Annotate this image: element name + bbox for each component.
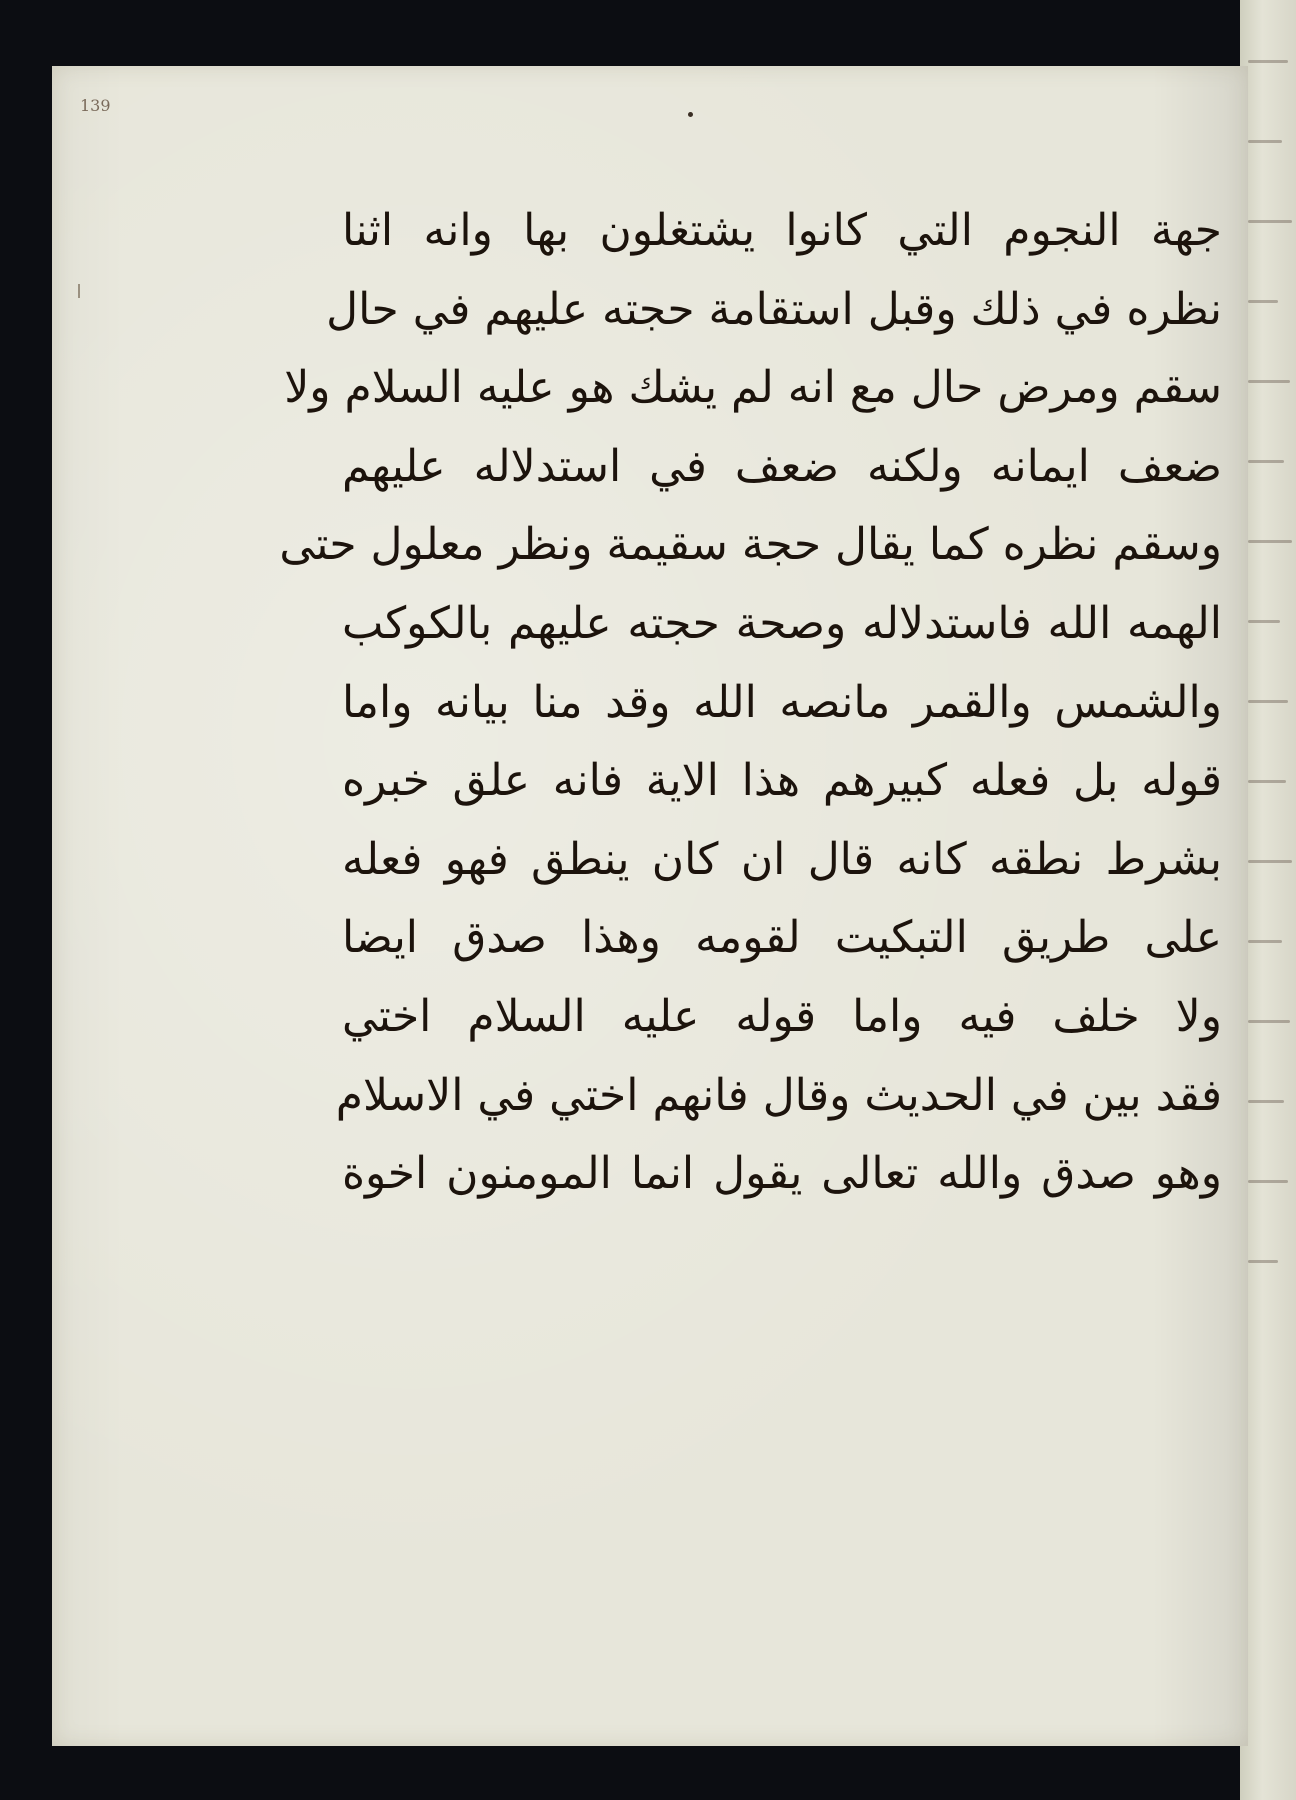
text-line: ولا خلف فيه واما قوله عليه السلام اختي <box>342 990 1222 1042</box>
manuscript-page <box>52 66 1248 1746</box>
text-line: ضعف ايمانه ولكنه ضعف في استدلاله عليهم <box>342 440 1222 492</box>
text-block <box>279 192 1223 1214</box>
adjacent-page-edge <box>1240 0 1296 1800</box>
ink-dot <box>688 112 693 117</box>
folio-number: 139 <box>80 96 111 115</box>
text-line: سقم ومرض حال مع انه لم يشك هو عليه السلام ولا <box>284 362 1222 414</box>
text-line: جهة النجوم التي كانوا يشتغلون بها وانه اثنا <box>342 205 1222 256</box>
text-line: والشمس والقمر مانصه الله وقد منا بيانه واما <box>342 676 1223 728</box>
text-line: فقد بين في الحديث وقال فانهم اختي في الاسلام <box>335 1069 1222 1121</box>
text-line: نظره في ذلك وقبل استقامة حجته عليهم في حال <box>326 283 1222 335</box>
text-line: وسقم نظره كما يقال حجة سقيمة ونظر معلول حتى <box>279 519 1222 571</box>
text-line: الهمه الله فاستدلاله وصحة حجته عليهم بالكوكب <box>342 597 1222 649</box>
margin-mark <box>78 284 80 298</box>
text-line: بشرط نطقه كانه قال ان كان ينطق فهو فعله <box>342 833 1222 885</box>
text-line: قوله بل فعله كبيرهم هذا الاية فانه علق خبره <box>342 755 1222 807</box>
text-line: وهو صدق والله تعالى يقول انما المومنون اخوة <box>342 1148 1222 1200</box>
text-line: على طريق التبكيت لقومه وهذا صدق ايضا <box>342 912 1222 964</box>
